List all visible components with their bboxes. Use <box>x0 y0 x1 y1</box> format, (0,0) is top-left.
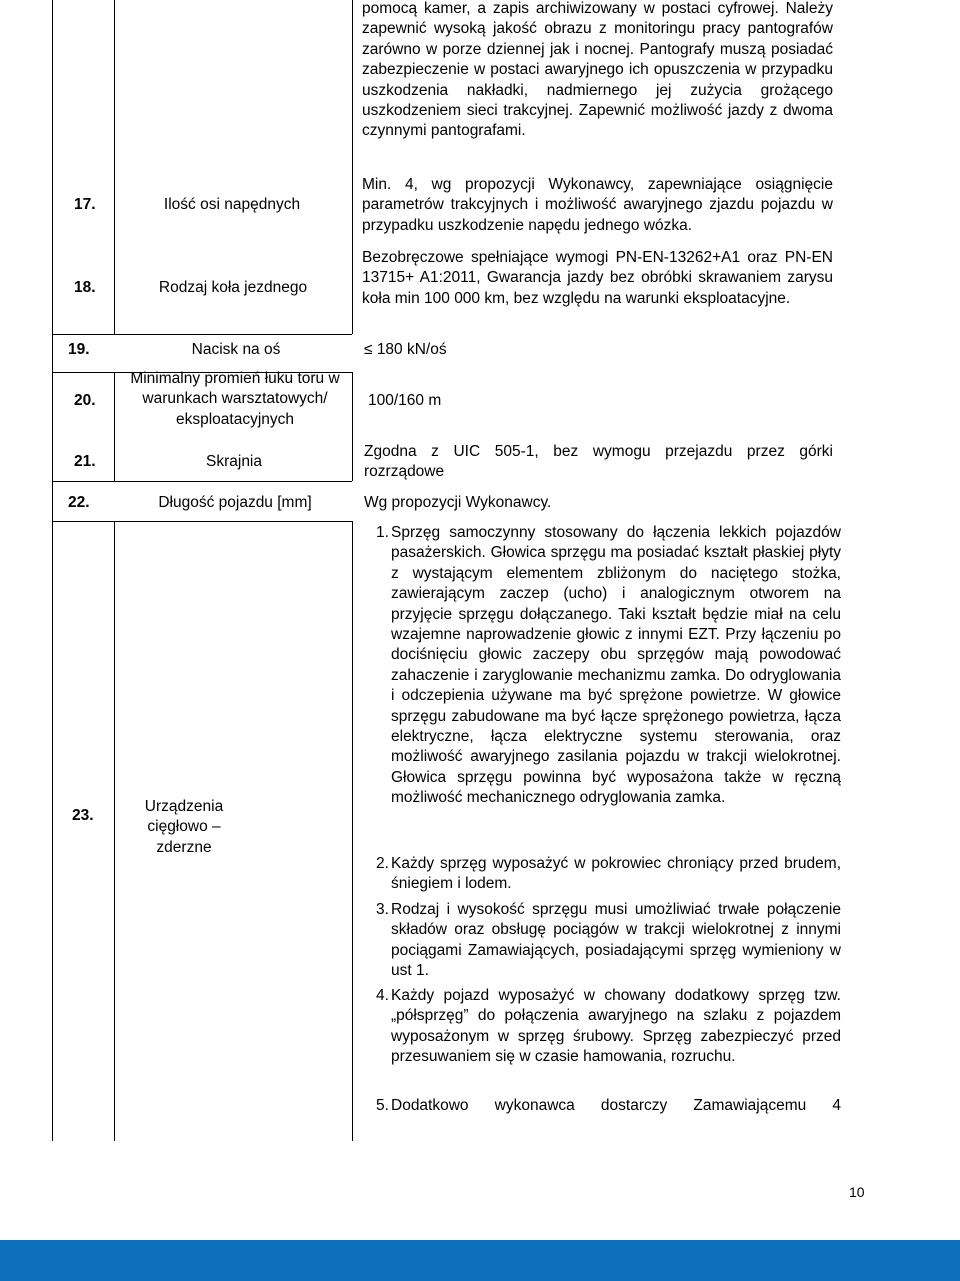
row-value: Zgodna z UIC 505-1, bez wymogu przejazdu przez górki rozrządowe <box>364 443 833 481</box>
list-item <box>376 1096 841 1116</box>
list-item-number: 2. <box>376 855 389 872</box>
table-row-divider <box>52 521 352 522</box>
table-col-divider-1 <box>114 521 115 1141</box>
list-item-text: Rodzaj i wysokość sprzęgu musi umożliwiać trwałe połączenie składów oraz obsługę pociągów w trakcji wielokrotnej z innymi pociągami Zamawiających, posiadającymi sprzęg wymieniony w ust 1. <box>391 901 841 980</box>
row-value: Min. 4, wg propozycji Wykonawcy, zapewniające osiągnięcie parametrów trakcyjnych i możliwość awaryjnego zjazdu pojazdu w przypadku uszkodzenie napędu jednego wózka. <box>362 176 833 234</box>
row-number: 22. <box>68 494 90 511</box>
list-item <box>376 854 841 895</box>
list-item <box>376 900 841 982</box>
list-item-text: Sprzęg samoczynny stosowany do łączenia lekkich pojazdów pasażerskich. Głowica sprzęgu ma posiadać kształt płaskiej płyty z wystającym elementem zbliżonym do naciętego stożka, zawierającym zaczep (ucho) i analogicznym otworem na przyjęcie sprzęgu dołączanego. Taki kształt będzie miał na celu wzajemne naprowadzenie głowic z innymi EZT. Przy łączeniu po dociśnięciu głowic zaczepy obu sprzęgów mają powodować zahaczenie i zaryglowanie mechanizmu zamka. Do odryglowania i odczepienia używane ma być sprężone powietrze. W głowice sprzęgu zabudowane ma być łącze sprężonego powietrza, łącza elektryczne, łącza elektryczne systemu sterowania, oraz możliwość awaryjnego zasilania pojazdu w trakcji wielokrotnej. Głowica sprzęgu powinna być wyposażona także w ręczną możliwość mechanicznego odryglowania zamka. <box>391 524 841 807</box>
footer-bar <box>0 1240 960 1281</box>
row-number: 20. <box>74 392 96 409</box>
list-item-text: Dodatkowo wykonawca dostarczy Zamawiającemu 4 <box>391 1097 841 1114</box>
list-item <box>376 523 841 809</box>
table-col-divider-2 <box>352 521 353 1141</box>
row-number: 17. <box>74 196 96 213</box>
row-number: 18. <box>74 279 96 296</box>
table-border-left <box>52 0 53 1141</box>
row-number: 21. <box>74 453 96 470</box>
row-label: Skrajnia <box>206 453 262 470</box>
page-number: 10 <box>849 1184 865 1200</box>
row-value: Wg propozycji Wykonawcy. <box>364 494 552 511</box>
row-label: Rodzaj koła jezdnego <box>158 279 308 296</box>
row-label: Długość pojazdu [mm] <box>158 494 312 511</box>
row-number: 19. <box>68 341 90 358</box>
list-item-text: Każdy sprzęg wyposażyć w pokrowiec chroniący przed brudem, śniegiem i lodem. <box>391 855 841 893</box>
table-col-divider-2 <box>352 0 353 334</box>
row-number: 23. <box>72 807 94 824</box>
list-item-number: 1. <box>376 524 389 541</box>
table-row-divider <box>52 334 352 335</box>
row-label: Nacisk na oś <box>191 341 281 358</box>
row-value: ≤ 180 kN/oś <box>364 341 447 358</box>
row-label: Minimalny promień łuku toru w warunkach warsztatowych/ eksploatacyjnych <box>130 370 340 428</box>
list-item-number: 3. <box>376 901 389 918</box>
list-item-text: Każdy pojazd wyposażyć w chowany dodatkowy sprzęg tzw. „półsprzęg” do połączenia awaryjnego na szlaku z pojazdem wyposażonym w sprzęg śrubowy. Sprzęg zabezpieczyć przed przesuwaniem się w czasie hamowania, rozruchu. <box>391 987 841 1066</box>
row-value: Bezobręczowe spełniające wymogi PN-EN-13262+A1 oraz PN-EN 13715+ A1:2011, Gwarancja jazdy bez obróbki skrawaniem zarysu koła min 100 000 km, bez względu na warunki eksploatacyjne. <box>362 249 833 307</box>
list-item-number: 5. <box>376 1097 389 1114</box>
list-item <box>376 986 841 1068</box>
row-value: 100/160 m <box>368 392 442 409</box>
table-col-divider-1 <box>114 0 115 334</box>
row-label: Urządzenia cięgłowo –zderzne <box>144 798 224 856</box>
row-label: Ilość osi napędnych <box>163 196 301 213</box>
list-item-number: 4. <box>376 987 389 1004</box>
row-continuation-text: pomocą kamer, a zapis archiwizowany w postaci cyfrowej. Należy zapewnić wysoką jakość obrazu z monitoringu pracy pantografów zarówno w porze dziennej jak i nocnej. Pantografy muszą posiadać zabezpieczenie w postaci awaryjnego ich opuszczenia w przypadku uszkodzenia nakładki, nadmiernego jej zużycia grożącego uszkodzeniem sieci trakcyjnej. Zapewnić możliwość jazdy z dwoma czynnymi pantografami. <box>362 0 833 140</box>
table-row-divider <box>52 481 352 482</box>
